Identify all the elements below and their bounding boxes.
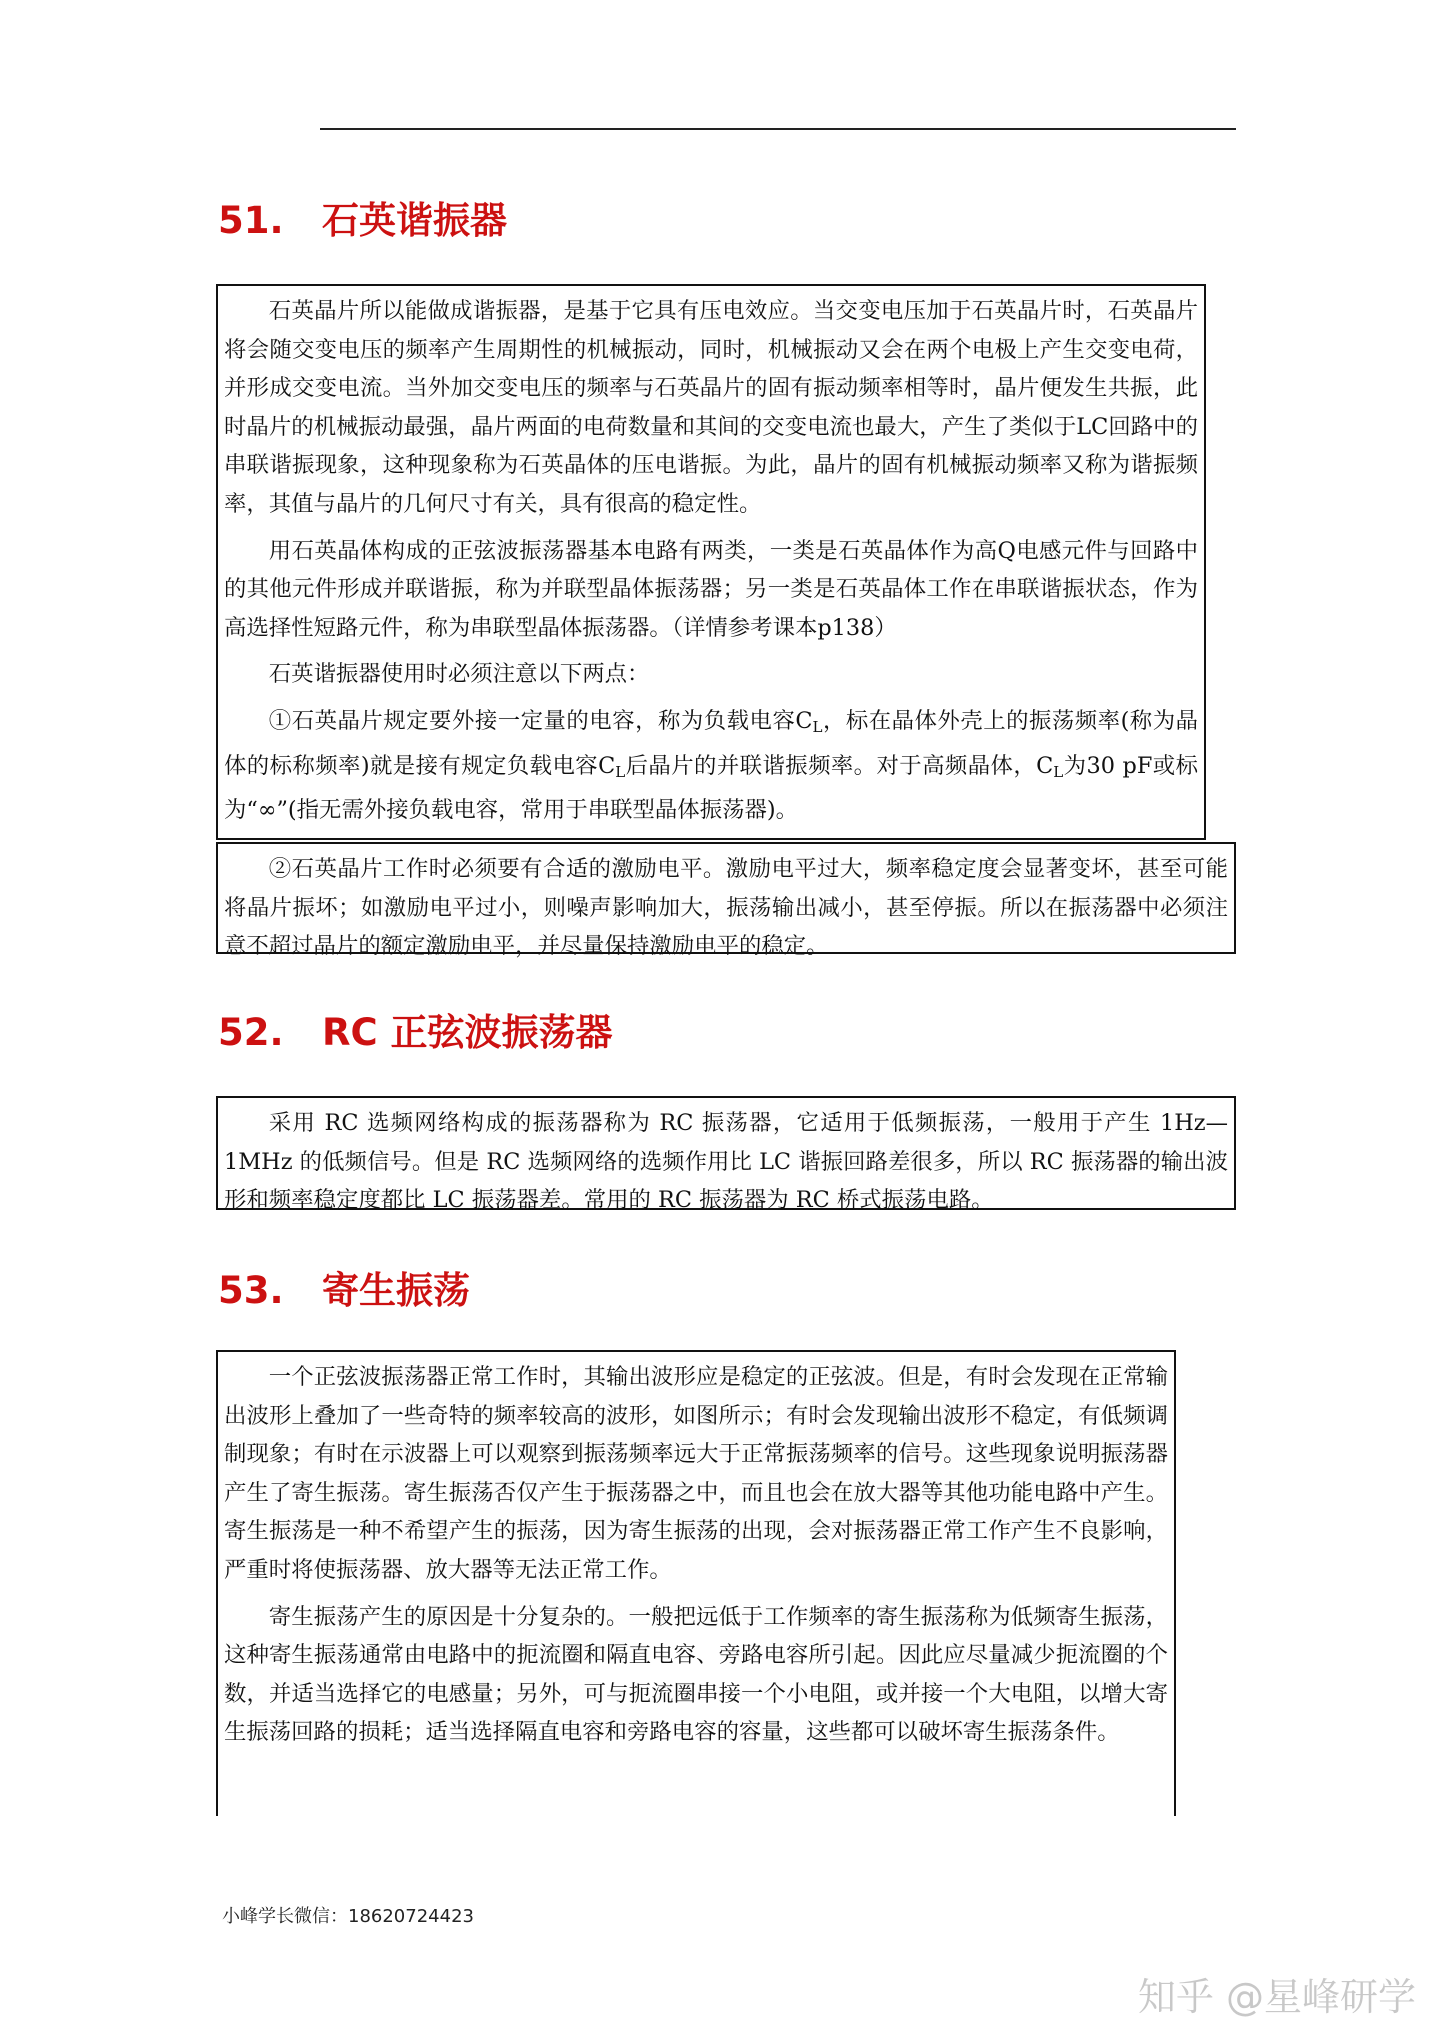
section-52-text-box: [216, 1096, 1236, 1214]
paragraph: 一个正弦波振荡器正常工作时，其输出波形应是稳定的正弦波。但是，有时会发现在正常输出波形上叠加了一些奇特的频率较高的波形，如图所示；有时会发现输出波形不稳定，有低频调制现象；有时在示波器上可以观察到振荡频率远大于正常振荡频率的信号。这些现象说明振荡器产生了寄生振荡。寄生振荡否仅产生于振荡器之中，而且也会在放大器等其他功能电路中产生。寄生振荡是一种不希望产生的振荡，因为寄生振荡的出现，会对振荡器正常工作产生不良影响，严重时将使振荡器、放大器等无法正常工作。: [224, 1364, 1168, 1583]
section-heading-52: [218, 1002, 613, 1056]
section-51-note-box: [216, 842, 1236, 960]
section-number: 52.: [218, 1011, 284, 1054]
paragraph: 石英晶片所以能做成谐振器，是基于它具有压电效应。当交变电压加于石英晶片时，石英晶片将会随交变电压的频率产生周期性的机械振动，同时，机械振动又会在两个电极上产生交变电荷，并形成交变电流。当外加交变电压的频率与石英晶片的固有振动频率相等时，晶片便发生共振，此时晶片的机械振动最强，晶片两面的电荷数量和其间的交变电流也最大，产生了类似于LC回路中的串联谐振现象，这种现象称为石英晶体的压电谐振。为此，晶片的固有机械振动频率又称为谐振频率，其值与晶片的几何尺寸有关，具有很高的稳定性。: [224, 298, 1199, 517]
paragraph: 用石英晶体构成的正弦波振荡器基本电路有两类，一类是石英晶体作为高Q电感元件与回路中的其他元件形成并联谐振，称为并联型晶体振荡器；另一类是石英晶体工作在串联谐振状态，作为高选择性短路元件，称为串联型晶体振荡器。（详情参考课本p138）: [224, 537, 1198, 641]
paragraph: 寄生振荡产生的原因是十分复杂的。一般把远低于工作频率的寄生振荡称为低频寄生振荡，这种寄生振荡通常由电路中的扼流圈和隔直电容、旁路电容所引起。因此应尽量减少扼流圈的个数，并适当选择它的电感量；另外，可与扼流圈串接一个小电阻，或并接一个大电阻，以增大寄生振荡回路的损耗；适当选择隔直电容和旁路电容的容量，这些都可以破坏寄生振荡条件。: [224, 1603, 1168, 1746]
note-drive-level: ②石英晶片工作时必须要有合适的激励电平。激励电平过大，频率稳定度会显著变坏，甚至可能将晶片振坏；如激励电平过小，则噪声影响加大，振荡输出减小，甚至停振。所以在振荡器中必须注意不超过晶片的额定激励电平，并尽量保持激励电平的稳定。: [224, 856, 1228, 960]
section-title: RC 正弦波振荡器: [322, 1011, 613, 1054]
footer-contact: 小峰学长微信：18620724423: [222, 1906, 474, 1927]
section-title: 寄生振荡: [322, 1269, 470, 1312]
section-number: 51.: [218, 199, 284, 242]
section-title: 石英谐振器: [322, 199, 507, 242]
section-number: 53.: [218, 1269, 284, 1312]
note-load-capacitance: ①石英晶片规定要外接一定量的电容，称为负载电容$C_L$，标在晶体外壳上的振荡频率(称为晶体的标称频率)就是接有规定负载电容$C_L$后晶片的并联谐振频率。对于高频晶体，$C_L$为30 pF或标为“∞”(指无需外接负载电容，常用于串联型晶体振荡器)。: [224, 707, 1198, 824]
section-51-text-box: [216, 284, 1206, 840]
section-heading-53: [218, 1260, 470, 1314]
top-rule: [320, 128, 1236, 130]
section-53-text-box: [216, 1350, 1176, 1816]
paragraph: 石英谐振器使用时必须注意以下两点：: [268, 661, 650, 688]
paragraph: 采用 RC 选频网络构成的振荡器称为 RC 振荡器，它适用于低频振荡，一般用于产生 1Hz—1MHz 的低频信号。但是 RC 选频网络的选频作用比 LC 谐振回路差很多，所以 RC 振荡器的输出波形和频率稳定度都比 LC 振荡器差。常用的 RC 振荡器为 RC 桥式振荡电路。: [224, 1110, 1228, 1214]
section-heading-51: [218, 190, 507, 244]
watermark: 知乎 @星峰研学: [1137, 1975, 1416, 2019]
